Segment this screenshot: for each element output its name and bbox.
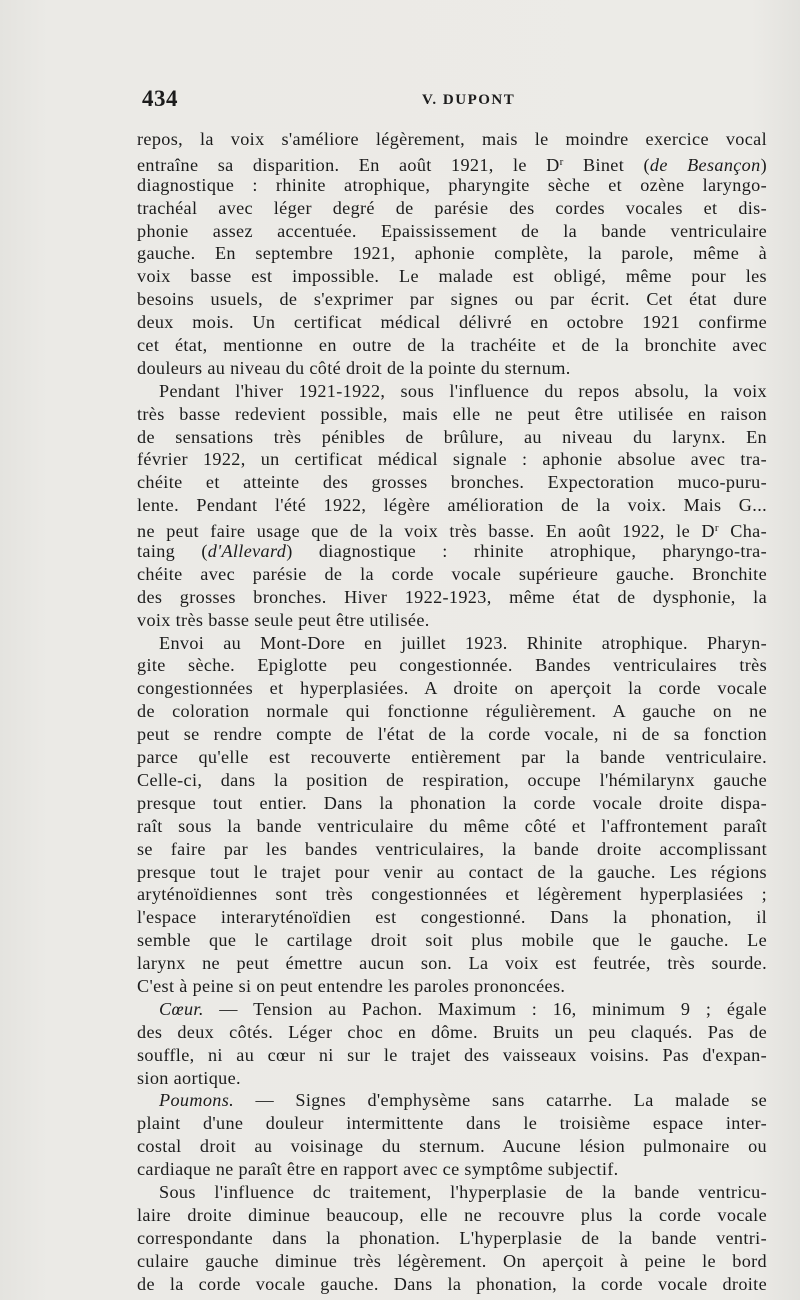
text-line: aryténoïdiennes sont très congestionnées et légèrement hyperplasiées ; <box>137 884 767 905</box>
text-line: parce qu'elle est recouverte entièrement par la bande ventriculaire. <box>137 747 767 768</box>
text-line: phonie assez accentuée. Epaississement de la bande ventriculaire <box>137 220 767 241</box>
text-line: larynx ne peut émettre aucun son. La voix est feutrée, très sourde. <box>137 953 767 974</box>
text-line: lente. Pendant l'été 1922, légère amélioration de la voix. Mais G... <box>137 495 767 516</box>
text-line: voix très basse seule peut être utilisée. <box>137 609 430 630</box>
text-line: presque tout entier. Dans la phonation la corde vocale droite dispa- <box>137 792 767 813</box>
text-line: entraîne sa disparition. En août 1921, le $D^r$ Binet (de Besançon) <box>137 154 767 175</box>
text-line: trachéal avec léger degré de parésie des cordes vocales et dis- <box>137 197 767 218</box>
text-line: des deux côtés. Léger choc en dôme. Bruits un peu claqués. Pas de <box>137 1021 767 1042</box>
text-line: de sensations très pénibles de brûlure, au niveau du larynx. En <box>137 426 767 447</box>
text-line: Celle-ci, dans la position de respiration, occupe l'hémilarynx gauche <box>137 769 767 790</box>
text-line: chéite et atteinte des grosses bronches. Expectoration muco-puru- <box>137 472 767 493</box>
text-line: plaint d'une douleur intermittente dans le troisième espace inter- <box>137 1113 767 1134</box>
text-line: repos, la voix s'améliore légèrement, mais le moindre exercice vocal <box>137 129 767 149</box>
text-line: Envoi au Mont-Dore en juillet 1923. Rhinite atrophique. Pharyn- <box>159 632 767 653</box>
page-header <box>140 86 765 116</box>
text-line: deux mois. Un certificat médical délivré en octobre 1921 confirme <box>137 312 767 333</box>
text-line: des grosses bronches. Hiver 1922-1923, même état de dysphonie, la <box>137 586 767 607</box>
body-text <box>137 128 767 1295</box>
text-line: presque tout le trajet pour venir au contact de la gauche. Les régions <box>137 861 767 882</box>
text-line: taing (d'Allevard) diagnostique : rhinite atrophique, pharyngo-tra- <box>137 541 767 562</box>
text-line: douleurs au niveau du côté droit de la pointe du sternum. <box>137 357 571 378</box>
running-head: V. DUPONT <box>422 92 516 108</box>
text-line: de la corde vocale gauche. Dans la phonation, la corde vocale droite <box>137 1273 767 1294</box>
text-line: souffle, ni au cœur ni sur le trajet des vaisseaux voisins. Pas d'expan- <box>137 1044 767 1065</box>
text-line: costal droit au voisinage du sternum. Aucune lésion pulmonaire ou <box>137 1136 767 1157</box>
text-line: Poumons. — Signes d'emphysème sans catarrhe. La malade se <box>159 1090 767 1111</box>
text-line: gite sèche. Epiglotte peu congestionnée. Bandes ventriculaires très <box>137 655 767 676</box>
text-line: laire droite diminue beaucoup, elle ne recouvre plus la corde vocale <box>137 1204 767 1225</box>
text-line: Sous l'influence dc traitement, l'hyperplasie de la bande ventricu- <box>159 1181 767 1202</box>
text-line: Pendant l'hiver 1921-1922, sous l'influence du repos absolu, la voix <box>159 380 767 401</box>
text-line: besoins usuels, de s'exprimer par signes ou par écrit. Cet état dure <box>137 289 767 310</box>
text-line: voix basse est impossible. Le malade est obligé, même pour les <box>137 266 767 287</box>
text-line: Cœur. — Tension au Pachon. Maximum : 16, minimum 9 ; égale <box>159 998 767 1019</box>
text-line: très basse redevient possible, mais elle ne peut être utilisée en raison <box>137 403 767 424</box>
text-line: ne peut faire usage que de la voix très basse. En août 1922, le $D^r$ Cha- <box>137 521 767 542</box>
text-line: gauche. En septembre 1921, aphonie complète, la parole, même à <box>137 243 767 264</box>
text-line: diagnostique : rhinite atrophique, pharyngite sèche et ozène laryngo- <box>137 174 767 195</box>
text-line: chéite avec parésie de la corde vocale supérieure gauche. Bronchite <box>137 563 767 584</box>
text-line: février 1922, un certificat médical signale : aphonie absolue avec tra- <box>137 449 767 470</box>
text-line: raît sous la bande ventriculaire du même côté et l'affrontement paraît <box>137 815 767 836</box>
text-line: correspondante dans la phonation. L'hyperplasie de la bande ventri- <box>137 1227 767 1248</box>
text-line: cardiaque ne paraît être en rapport avec ce symptôme subjectif. <box>137 1159 619 1180</box>
text-line: l'espace interaryténoïdien est congestionné. Dans la phonation, il <box>137 907 767 928</box>
text-line: culaire gauche diminue très légèrement. On aperçoit à peine le bord <box>137 1250 767 1271</box>
text-line: peut se rendre compte de l'état de la corde vocale, ni de sa fonction <box>137 724 767 745</box>
text-line: de coloration normale qui fonctionne régulièrement. A gauche on ne <box>137 701 767 722</box>
text-line: se faire par les bandes ventriculaires, la bande droite accomplissant <box>137 838 767 859</box>
text-line: congestionnées et hyperplasiées. A droite on aperçoit la corde vocale <box>137 678 767 699</box>
page-number: 434 <box>142 86 178 111</box>
text-line: semble que le cartilage droit soit plus mobile que le gauche. Le <box>137 930 767 951</box>
text-line: cet état, mentionne en outre de la trachéite et de la bronchite avec <box>137 335 767 356</box>
text-line: C'est à peine si on peut entendre les paroles prononcées. <box>137 975 566 996</box>
text-line: sion aortique. <box>137 1067 241 1088</box>
